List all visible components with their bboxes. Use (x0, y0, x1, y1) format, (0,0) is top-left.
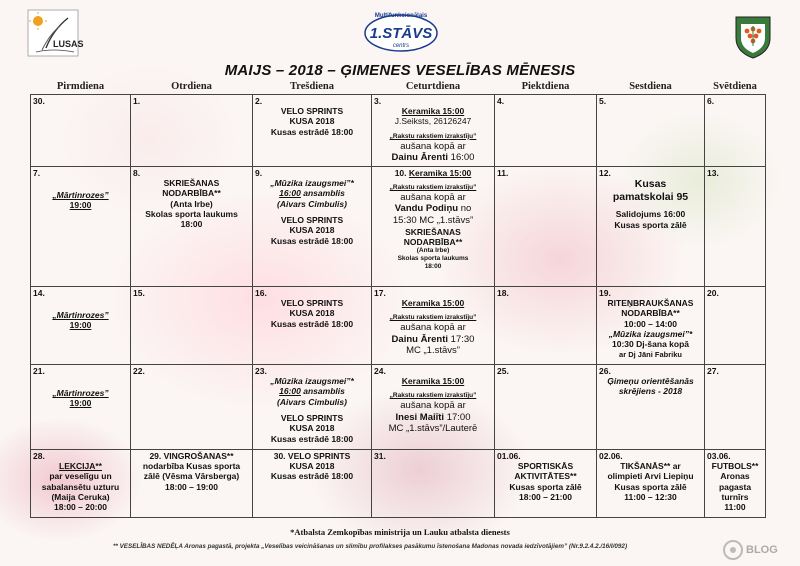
event-title: Keramika 15:00 (408, 167, 472, 178)
day-cell (597, 364, 705, 449)
svg-text:1.STĀVS: 1.STĀVS (369, 25, 433, 42)
event-title: LEKCIJA** (59, 460, 102, 471)
day-cell (31, 449, 131, 517)
event-place: MC „1.stāvs”/Lauterē (388, 423, 478, 435)
event-title: „Mārtinrozes” (52, 309, 109, 320)
event-text: ar (672, 460, 681, 471)
day-number: 14. (33, 287, 45, 298)
event-title: „Mūzika izaugsmei”* (270, 177, 354, 188)
event-person: olimpieti Arvi Liepiņu (607, 471, 694, 482)
day-cell (131, 364, 253, 449)
event-time: 18:00 (424, 263, 442, 271)
svg-text:LUSAS: LUSAS (53, 39, 84, 49)
weekday-header: Otrdiena (171, 81, 212, 93)
event-time: 11:00 (724, 502, 746, 513)
day-cell (372, 286, 495, 364)
event-title: Kusas (634, 177, 667, 190)
event-title: VELO SPRINTS (280, 412, 344, 423)
day-cell (495, 166, 597, 286)
week-row (31, 364, 766, 449)
event-subtitle: KUSA 2018 (289, 460, 335, 471)
event-place-time: Kusas estrādē 18:00 (270, 126, 354, 137)
event-title: VELO SPRINTS (287, 450, 351, 461)
event-title: SKRIEŠANAS (405, 226, 461, 237)
event-title: Keramika 15:00 (401, 105, 465, 116)
day-number: 26. (599, 365, 611, 376)
event-text: aušana kopā ar (400, 400, 466, 412)
event-time: 19:00 (69, 320, 92, 331)
day-number: 21. (33, 365, 45, 376)
event-time: 19:00 (69, 200, 92, 211)
day-number: 8. (133, 167, 141, 178)
day-number: 7. (33, 167, 41, 178)
event-text: aušana kopā ar (400, 191, 466, 203)
day-cell (253, 94, 372, 166)
event-time: 17:30 (450, 333, 475, 345)
event-person: (Anta Irbe) (170, 198, 213, 209)
event-person: (Maija Ceruka) (51, 491, 110, 502)
event-time: 18:00 – 21:00 (519, 491, 572, 502)
event-text: no (460, 203, 472, 215)
event-place: Kusas sporta zālē (509, 481, 582, 492)
day-number: 31. (374, 450, 386, 461)
weekday-header-row (31, 80, 766, 94)
weekday-header: Piektdiena (521, 81, 570, 93)
footer-note-support: *Atbalsta Zemkopības ministrija un Lauku atbalsta dienests (290, 527, 510, 537)
svg-text:BLOG: BLOG (746, 544, 778, 556)
event-time: 16:00 (450, 152, 475, 164)
event-text: par veselīgu un (49, 471, 112, 482)
day-number: 02.06. (599, 450, 623, 461)
page-title: MAIJS – 2018 – ĢIMENES VESELĪBAS MĒNESIS (224, 62, 576, 79)
day-number: 25. (497, 365, 509, 376)
event-time: 19:00 (69, 398, 92, 409)
day-number: 03.06. (707, 450, 731, 461)
day-cell (31, 286, 131, 364)
day-cell (372, 449, 495, 517)
event-title: TIKŠANĀS** (620, 460, 671, 471)
event-title: Keramika 15:00 (401, 297, 465, 308)
day-number: 01.06. (497, 450, 521, 461)
day-cell (372, 364, 495, 449)
event-series: „Rakstu rakstiem izrakstīju” (389, 392, 477, 400)
week-row (31, 286, 766, 364)
day-cell (705, 449, 766, 517)
event-title: skrējiens - 2018 (618, 386, 683, 397)
day-cell (597, 286, 705, 364)
day-cell (705, 364, 766, 449)
day-cell (253, 364, 372, 449)
event-text: Aronas (720, 471, 750, 482)
day-number: 13. (707, 167, 719, 178)
day-cell (495, 286, 597, 364)
day-number: 22. (133, 365, 145, 376)
event-place-time: Kusas estrādē 18:00 (270, 235, 354, 246)
day-cell (253, 449, 372, 517)
day-number: 11. (497, 167, 509, 178)
event-person: (Vēsma Vārsberga) (162, 471, 240, 482)
event-time: 17:00 (446, 411, 471, 423)
day-cell (597, 166, 705, 286)
day-cell (131, 449, 253, 517)
calendar-table (30, 80, 766, 518)
event-person: Inesi Maiīti (395, 411, 445, 423)
event-text: pagasta (718, 481, 752, 492)
event-place-time: Kusas estrādē 18:00 (270, 471, 354, 482)
day-cell (597, 94, 705, 166)
weekday-header: Pirmdiena (56, 81, 105, 93)
event-time: 11:00 – 12:30 (624, 491, 677, 502)
day-number: 19. (599, 287, 611, 298)
day-cell (131, 166, 253, 286)
day-number: 2. (255, 95, 263, 106)
weekday-header: Ceturtdiena (405, 81, 461, 93)
event-contact: J.Seiksts, 26126247 (394, 116, 472, 127)
coat-of-arms-icon (733, 14, 773, 60)
event-person: Dainu Ārenti (391, 152, 449, 164)
event-title: VELO SPRINTS (280, 214, 344, 225)
day-number: 28. (33, 450, 45, 461)
lusas-logo (28, 10, 84, 56)
event-text: ansamblis (303, 386, 345, 397)
event-text: ansamblis (303, 188, 345, 199)
day-number: 9. (255, 167, 263, 178)
week-row (31, 166, 766, 286)
event-place: Skolas sporta laukums (397, 255, 469, 263)
event-place-time: Kusas estrādē 18:00 (270, 318, 354, 329)
day-cell (31, 364, 131, 449)
event-title: NODARBĪBA** (403, 236, 463, 247)
day-cell (31, 94, 131, 166)
day-cell (705, 166, 766, 286)
day-number: 12. (599, 167, 611, 178)
day-cell (705, 286, 766, 364)
day-number: 23. (255, 365, 267, 376)
event-place-time: Kusas estrādē 18:00 (270, 433, 354, 444)
event-title: „Mārtinrozes” (52, 387, 109, 398)
day-number: 16. (255, 287, 267, 298)
event-title: NODARBĪBA** (621, 308, 680, 319)
day-number: 24. (374, 365, 386, 376)
day-cell (495, 94, 597, 166)
event-text: nodarbība Kusas sporta (142, 460, 241, 471)
event-place: MC „1.stāvs” (406, 345, 460, 357)
day-cell (253, 286, 372, 364)
day-cell (131, 94, 253, 166)
event-title: AKTIVITĀTES** (514, 471, 577, 482)
day-number: 5. (599, 95, 607, 106)
day-cell (597, 449, 705, 517)
event-time: 16:00 (279, 188, 301, 199)
event-title: VELO SPRINTS (280, 105, 344, 116)
event-subtitle: KUSA 2018 (289, 423, 335, 434)
event-series: „Rakstu rakstiem izrakstīju” (389, 314, 477, 322)
day-cell (131, 286, 253, 364)
day-cell (705, 94, 766, 166)
day-number: 18. (497, 287, 509, 298)
event-text: aušana kopā ar (400, 140, 466, 152)
day-cell (372, 94, 495, 166)
event-subtitle: KUSA 2018 (289, 308, 335, 319)
event-time: 18:00 – 19:00 (165, 481, 218, 492)
event-person: ar Dj Jāni Fabriku (619, 349, 682, 359)
day-number: 29. (149, 450, 162, 461)
day-number: 17. (374, 287, 386, 298)
event-title: „Mārtinrozes” (52, 189, 109, 200)
event-series: „Rakstu rakstiem izrakstīju” (389, 132, 477, 140)
day-number: 15. (133, 287, 145, 298)
event-title: RITEŅBRAUKŠANAS (607, 297, 694, 308)
blog-watermark-icon (722, 538, 792, 562)
event-title: „Mūzika izaugsmei”* (270, 375, 354, 386)
event-person: (Aivars Cimbulis) (277, 396, 347, 407)
day-number: 30. (273, 450, 286, 461)
event-title: FUTBOLS** (711, 460, 759, 471)
week-row (31, 94, 766, 166)
day-number: 10. (394, 167, 407, 178)
day-cell (31, 166, 131, 286)
event-text: sabalansētu uzturu (41, 481, 120, 492)
event-title: SPORTISKĀS (517, 460, 574, 471)
multifunctional-centre-logo (360, 6, 442, 56)
event-time: 18:00 – 20:00 (54, 502, 107, 513)
day-cell (495, 364, 597, 449)
event-title: Ģimeņu orientēšanās (607, 375, 694, 386)
day-number: 1. (133, 95, 141, 106)
event-time: 16:00 (279, 386, 301, 397)
event-title: VELO SPRINTS (280, 297, 344, 308)
event-title: „Mūzika izaugsmei”* (608, 328, 693, 339)
day-number: 27. (707, 365, 719, 376)
event-text: 10:30 Dj-šana kopā (611, 339, 689, 350)
day-cell (495, 449, 597, 517)
day-number: 20. (707, 287, 719, 298)
weekday-header: Trešdiena (290, 81, 334, 93)
day-number: 6. (707, 95, 715, 106)
event-title: pamatskolai 95 (612, 190, 689, 203)
week-row (31, 449, 766, 517)
event-series: „Rakstu rakstiem izrakstīju” (389, 183, 477, 191)
day-cell (253, 166, 372, 286)
footer-note-project: ** VESELĪBAS NEDĒĻA Aronas pagastā, projekta „Veselības veicināšanas un slimību profilakses pasākumu īstenošana Madonas novada iedzīvotājiem” (Nr.9.2.4.2./16/I/092) (112, 543, 628, 550)
svg-text:centrs: centrs (392, 43, 410, 49)
day-number: 4. (497, 95, 505, 106)
event-title: NODARBĪBA** (162, 188, 221, 199)
event-place: zālē (143, 471, 160, 482)
day-number: 30. (33, 95, 45, 106)
event-text: Salidojums 16:00 (615, 209, 686, 220)
day-number: 3. (374, 95, 382, 106)
event-person: (Anta Irbe) (416, 247, 450, 255)
event-subtitle: KUSA 2018 (289, 116, 335, 127)
event-title: Keramika 15:00 (401, 375, 465, 386)
event-text: aušana kopā ar (400, 322, 466, 334)
weekday-header: Svētdiena (713, 81, 757, 93)
day-cell (372, 166, 495, 286)
event-place-time: 15:30 MC „1.stāvs” (392, 214, 474, 226)
event-title: VINGROŠANAS** (163, 450, 234, 461)
event-place: Skolas sporta laukums (145, 208, 238, 219)
event-text: turnīrs (721, 491, 749, 502)
event-person: Dainu Ārenti (391, 333, 449, 345)
weekday-header: Sestdiena (629, 81, 672, 93)
event-place: Kusas sporta zālē (614, 481, 687, 492)
event-time: 18:00 (180, 219, 203, 230)
event-place: Kusas sporta zālē (614, 219, 687, 230)
event-person: (Aivars Cimbulis) (277, 198, 347, 209)
event-person: Vandu Podiņu (394, 203, 459, 215)
svg-text:Multifunkcionālais: Multifunkcionālais (374, 13, 428, 19)
event-title: SKRIEŠANAS (163, 177, 220, 188)
event-subtitle: KUSA 2018 (289, 225, 335, 236)
event-time: 10:00 – 14:00 (624, 318, 677, 329)
